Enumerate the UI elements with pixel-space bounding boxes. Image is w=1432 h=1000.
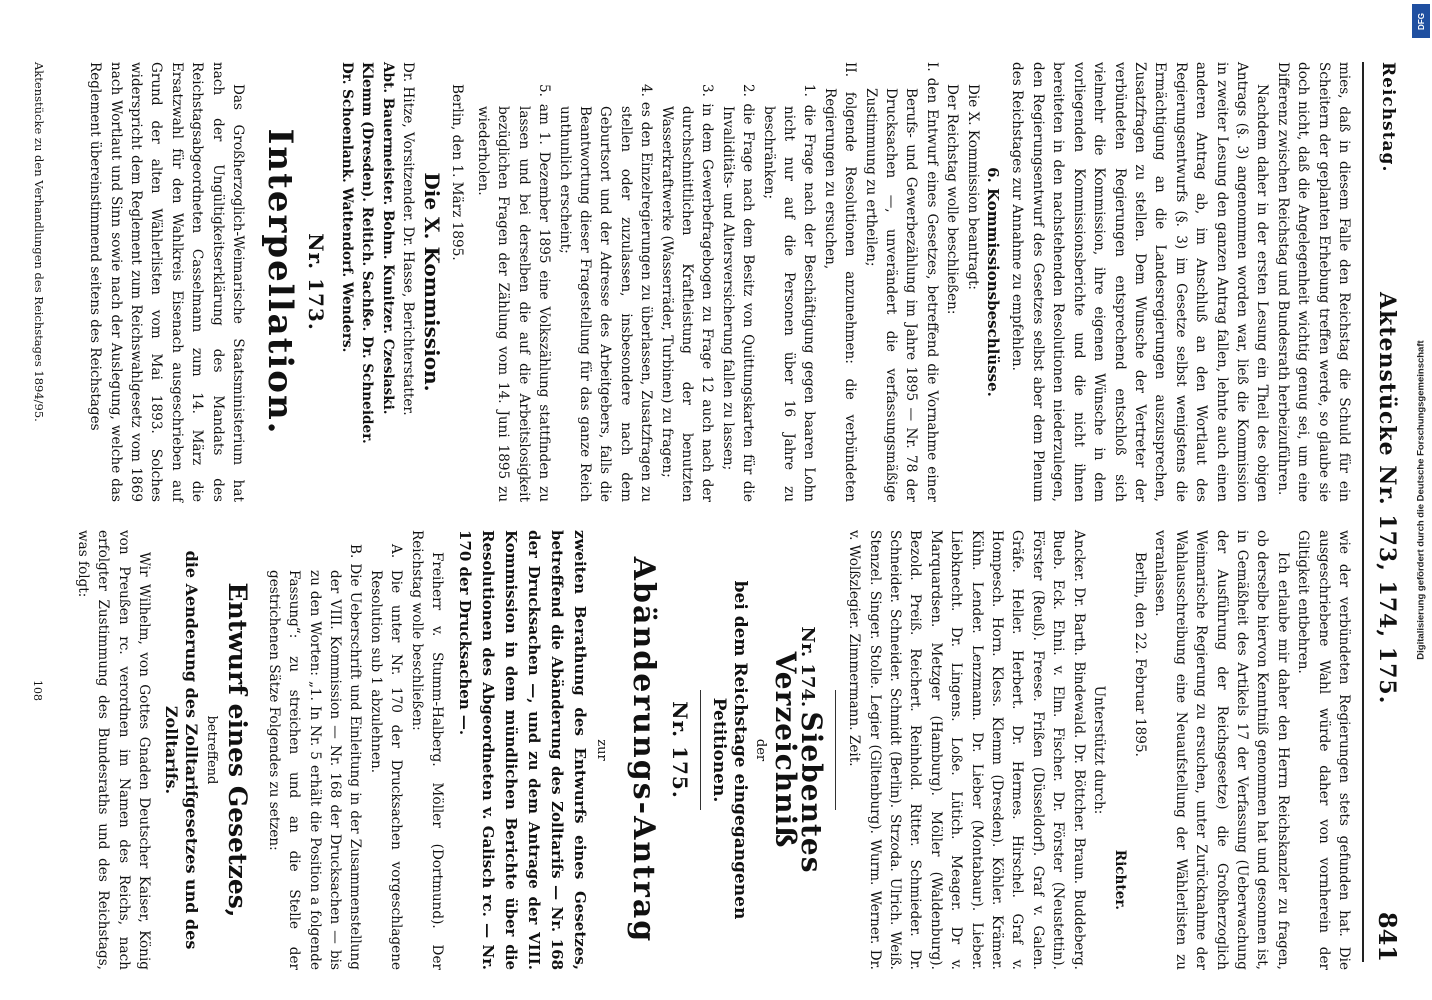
draft-betreffend: betreffend	[204, 715, 220, 785]
commission-intro: Die X. Kommission beantragt:	[964, 84, 981, 291]
paragraph: wie der verbündeten Regierungen stets gefunden hat. Die ausgeschriebene Wahl würde daher von vornherein der Giltigkeit entbehren.	[1295, 530, 1352, 970]
resolution-subitem: 4. es den Einzelregierungen zu überlassen, Zusatzfragen zu stellen oder zuzulassen, insbesondere nach dem Geburtsort und der Adresse des Arbeitgebers, falls die Beantwortung dieser Fragestellung für das ganze Reich unthunlich erscheint;	[556, 84, 655, 502]
dfg-funding-note: Digitalisierung gefördert durch die Deutsche Forschungsgemeinschaft	[1415, 340, 1427, 660]
resolution-subitem: 1. die Frage nach der Beschäftigung gegen baaren Lohn nicht nur auf die Personen über 16 Jahre zu beschränken;	[760, 84, 818, 502]
document-number: Nr. 174.	[796, 626, 818, 708]
nr174-subtitle: bei dem Reichstage eingegangenen Petitionen.	[709, 580, 750, 920]
resolution-subitem: 2. die Frage nach dem Besitz von Quittungskarten für die Invaliditäts- und Altersversicherung fallen zu lassen;	[719, 84, 757, 502]
divider	[700, 690, 701, 810]
nr174-title: Siebentes Verzeichniß	[769, 651, 828, 874]
supported-by-label: Unterstützt durch:	[1091, 685, 1108, 815]
resolution-item: I. den Entwurf eines Gesetzes, betreffend die Vornahme einer Berufs- und Gewerbezählung im Jahre 1895 — Nr. 78 der Drucksachen —, unverändert die verfassungsmäßige Zustimmung zu ertheilen;	[862, 62, 940, 502]
document-number: Nr. 173.	[304, 233, 329, 331]
header-title: Aktenstücke Nr. 173, 174, 175.	[1374, 292, 1400, 705]
amendment-item: A. Die unter Nr. 170 der Drucksachen vorgeschlagene Resolution sub 1 abzulehnen.	[367, 544, 405, 970]
amendment-zur: zur	[594, 739, 610, 761]
draft-title: Entwurf eines Gesetzes,	[223, 582, 253, 918]
left-column	[85, 62, 1354, 502]
dfg-logo: DFG	[1412, 4, 1430, 38]
commission-intro: Der Reichstag wolle beschließen:	[944, 84, 961, 315]
nr174-heading	[769, 530, 828, 970]
nr174-der: der	[753, 738, 769, 762]
right-column	[73, 530, 1355, 970]
preamble: Wir Wilhelm, von Gottes Gnaden Deutscher Kaiser, König von Preußen rc. verordnen im Namen des Reichs, nach erfolgter Zustimmung des Bundesraths und des Reichstags, was folgt:	[74, 530, 153, 970]
divider	[835, 690, 836, 810]
commission-member-line: Klemm (Dresden). Reitich. Sachße. Dr. Schneider.	[359, 62, 376, 444]
commission-member-line: Dr. Hitze, Vorsitzender. Dr. Hasse, Berichterstatter.	[400, 62, 417, 416]
paragraph: Nachdem daher in der ersten Lesung ein Theil des obigen Antrags (§. 3) angenommen worden war, ließ die Kommission in zweiter Lesung den ganzen Antrag fallen, lehnte auch einen anderen Antrag ab, im Anschluß an den Wortlaut des Regierungsentwurfs (§. 3) im Gesetze selbst wenigstens die Ermächtigung an die Landesregierungen auszusprechen, Zusatzfragen zu stellen. Dem Wunsche der Vertreter der verbündeten Regierungen entsprechend entschloß sich vielmehr die Kommission, ihre eigenen Wünsche in dem vorliegenden Kommissionsberichte und die nicht ihnen bereiteten in den nachstehenden Resolutionen niederzulegen, den Regierungsentwurf des Gesetzes selbst aber dem Plenum des Reichstages zur Annahme zu empfehlen.	[1009, 62, 1271, 502]
commission-member-line: Dr. Schoenlank. Wattendorf. Wenders.	[338, 62, 355, 353]
resolution-item: II. folgende Resolutionen anzunehmen: die verbündeten Regierungen zu ersuchen,	[821, 62, 859, 502]
footer-note: Aktenstücke zu den Verhandlungen des Reichstages 1894/95.	[32, 62, 46, 422]
dfg-side-strip	[1410, 0, 1432, 1000]
amendment-title: Abänderungs-Antrag	[626, 556, 662, 944]
paragraph: Ich erlaube mir daher den Herrn Reichskanzler zu fragen, ob derselbe hiervon Kenntniß genommen hat und gesonnen ist, in Gemäßheit des Artikels 17 der Verfassung (Ueberwachung der Ausführung der Reichsgesetze) die Großherzoglich Weimarische Regierung zu ersuchen, unter Zurücknahme der Wahlausschreibung eine Neuaufstellung der Wählerlisten zu veranlassen.	[1152, 530, 1291, 970]
page-header	[1362, 62, 1402, 962]
amendment-text: zweiten Berathung des Entwurfs eines Gesetzes, betreffend die Abänderung des Zolltarifs — Nr. 168 der Drucksachen —, und zu dem Antrage der VIII. Kommission in dem mündlichen Berichte über die Resolutionen des Abgeordneten v. Galisch rc. — Nr. 170 der Drucksachen —.	[456, 530, 589, 970]
section-heading: 6. Kommissionsbeschlüsse.	[984, 167, 1003, 397]
page-number: 841	[1373, 911, 1402, 962]
commission-member-line: Abt. Bauermeister. Bohm. Kunitzer. Czeslaski.	[379, 62, 396, 415]
sheet-number: 108	[31, 680, 44, 701]
resolution-subitem: 5. am 1. Dezember 1895 eine Volkszählung stattfinden zu lassen und bei derselben die auf die Arbeitslosigkeit bezüglichen Fragen der Zählung vom 14. Juni 1895 zu wiederholen.	[474, 84, 553, 502]
amendment-item: B. Die Ueberschrift und Einleitung in der Zusammenstellung der VIII. Kommission — Nr. 168 der Drucksachen — bis zu den Worten: „1. In Nr. 5 erhält die Position a folgende Fassung“: zu streichen und an die Stelle der gestrichenen Sätze Folgendes zu setzen:	[265, 544, 364, 970]
paragraph: mies, daß in diesem Falle den Reichstag die Schuld für ein Scheitern der geplanten Erhebung treffen werde, so glaube sie doch nicht, daß die Angelegenheit wichtig genug sei, um eine Differenz zwischen Reichstag und Bundesrath herbeizuführen.	[1274, 62, 1352, 502]
document-number: Nr. 175.	[667, 701, 692, 799]
commission-title: Die X. Kommission.	[420, 172, 445, 392]
signature: Richter.	[1111, 849, 1128, 910]
supporters-list: Ancker. Dr. Barth. Bindewald. Dr. Böttcher. Braun. Buddeberg. Bueb. Eck. Ehni. v. Elm. Fischer. Dr. Förster (Neustettin). Förster (Reuß). Freese. Frißen (Düsseldorf). Graf v. Galen. Gräfe. Heller. Herbert. Dr. Hermes. Hirschel. Graf v. Hompesch. Horn. Kless. Klemm (Dresden). Köhler. Krämer. Kühn. Lender. Lenzmann. Dr. Lieber (Montabaur). Lieber. Liebknecht. Dr. Lingens. Loße. Lütich. Meager. Dr v. Marquardsen. Metzger (Hamburg). Möller (Waldenburg). Bezold. Preiß. Reichert. Reinhold. Ritter. Schmieder. Dr. Schneider. Schneider. Schmidt (Berlin). Strzoda. Ulrich. Weiß. Stenzel. Singer. Stolle. Legier (Giltenburg). Wurm. Werner. Dr. v. Wolßzlegier. Zimmermann. Zeit.	[846, 530, 1087, 970]
draft-subtitle: die Aenderung des Zolltarifgesetzes und des Zolltarifs.	[161, 550, 201, 950]
date-line: Berlin, den 22. Februar 1895.	[1131, 552, 1148, 757]
header-left: Reichstag.	[1378, 62, 1398, 173]
resolution-subitem: 3. in dem Gewerbefragebogen zu Frage 12 auch nach der durchschnittlichen Kraftleistung der benutzten Wasserkraftwerke (Wasserräder, Turbinen) zu fragen;	[658, 84, 716, 502]
interpellation-title: Interpellation.	[260, 128, 301, 436]
paragraph: Das Großherzoglich-Weimarische Staatsministerium hat nach der Ungültigkeitserklärung des Mandats des Reichstagsabgeordneten Casselmann zum 14. März die Ersatzwahl für den Wahlkreis Eisenach ausgeschrieben auf Grund der alten Wählerlisten vom Mai 1893. Solches widerspricht dem Reglement zum Reichswahlgesetz vom 1869 nach Wortlaut und Sinn sowie nach der Auslegung, welche das Reglement übereinstimmend seitens des Reichstages	[87, 62, 247, 502]
date-line: Berlin, den 1. März 1895.	[448, 84, 465, 261]
amendment-motion: Freiherr v. Stumm-Halberg. Möller (Dortmund). Der Reichstag wolle beschließen:	[408, 530, 445, 970]
